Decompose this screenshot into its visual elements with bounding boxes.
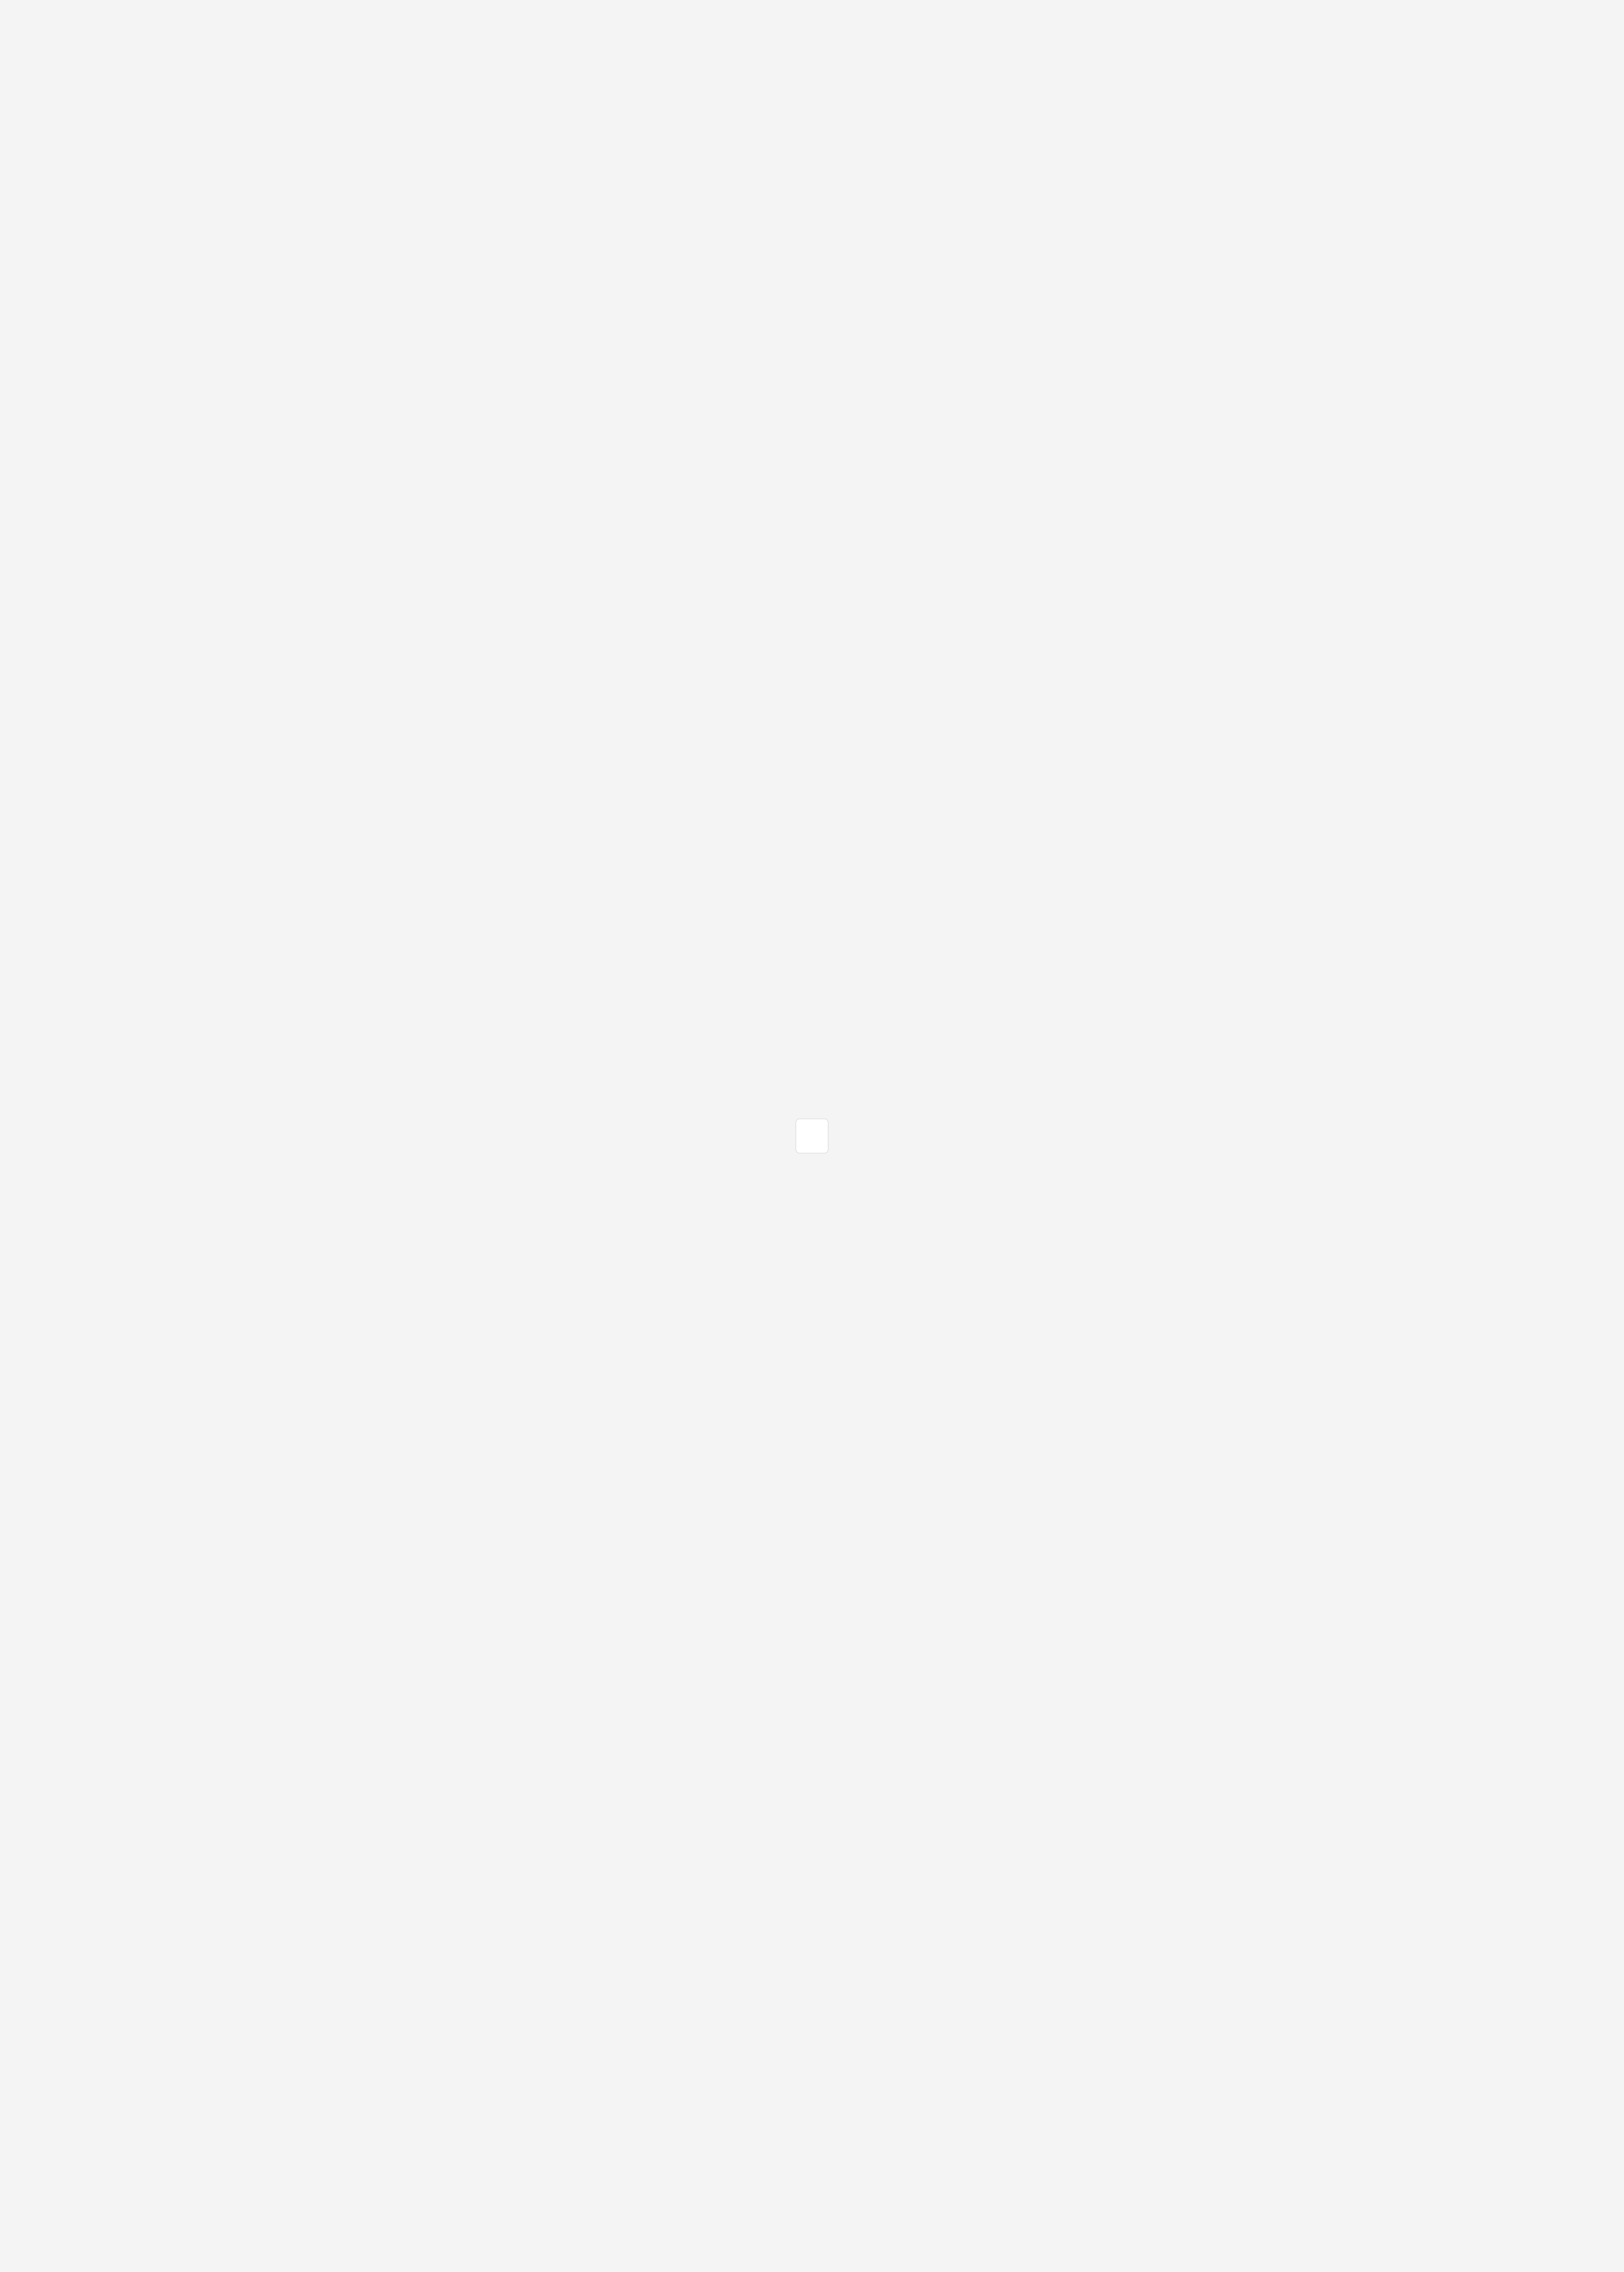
placeholder-notice [796, 1119, 828, 1153]
